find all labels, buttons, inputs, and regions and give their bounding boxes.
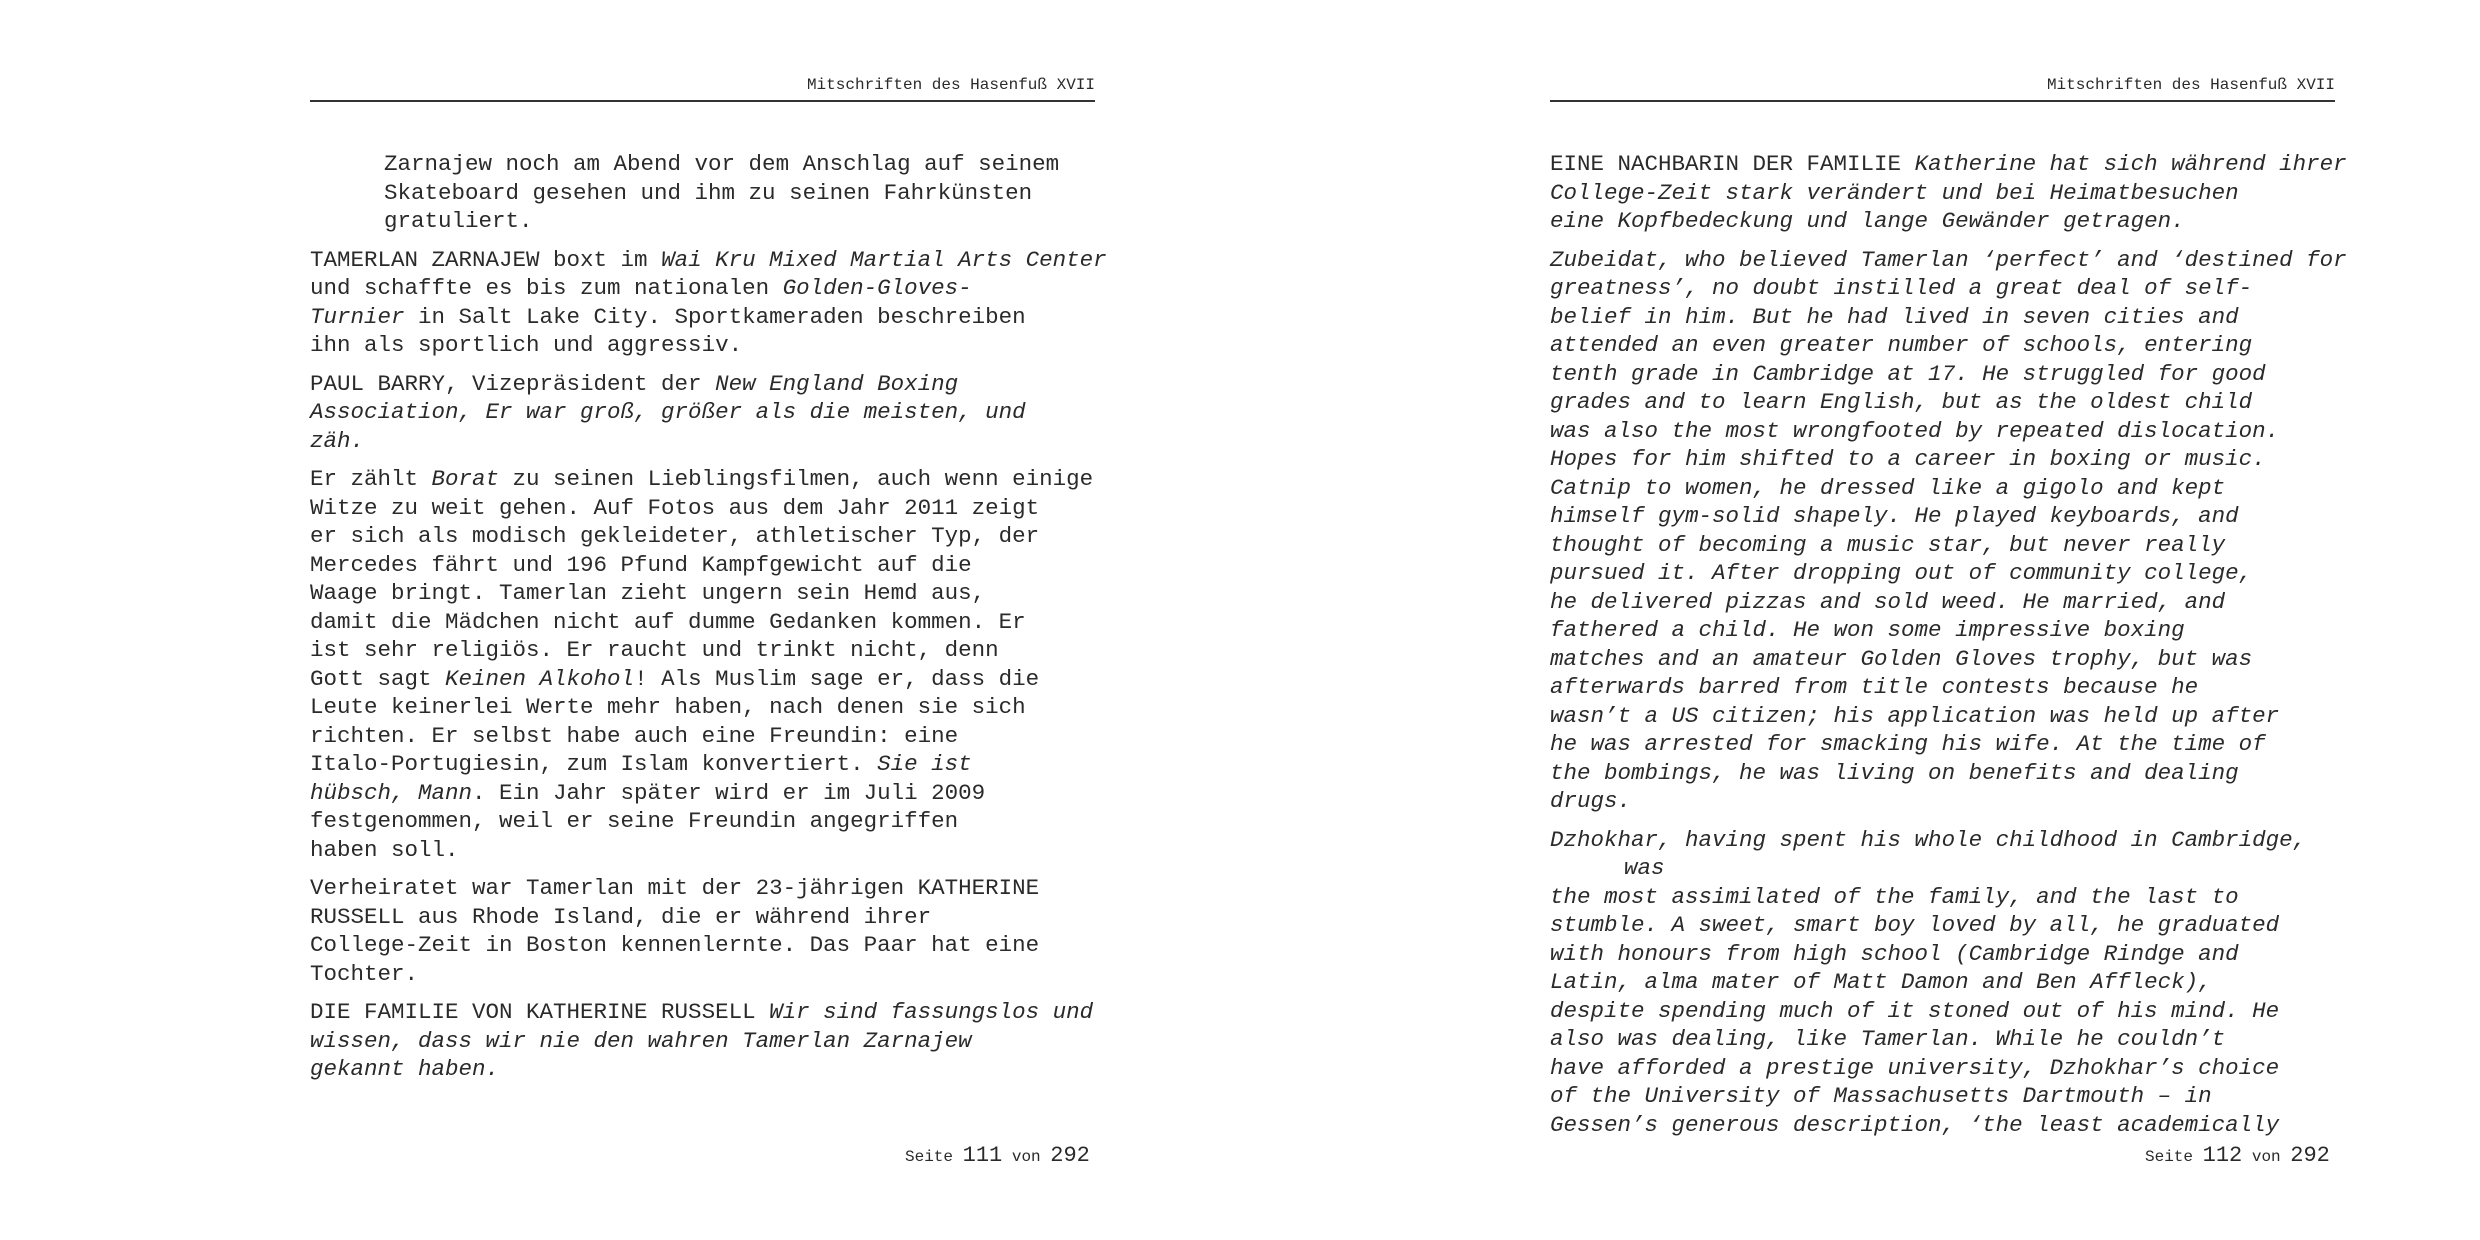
text-line <box>1550 997 2360 1026</box>
paragraph <box>310 874 1110 988</box>
text-line <box>310 960 1110 989</box>
text-line <box>1550 360 2360 389</box>
text: Tochter. <box>310 960 419 987</box>
text-line <box>310 903 1110 932</box>
text-line <box>1550 759 2360 788</box>
text-line <box>1550 730 2360 759</box>
text-line <box>1550 645 2360 674</box>
italic-text: Zubeidat, who believed Tamerlan ‘perfect’ and ‘destined for <box>1550 246 2347 273</box>
text-line <box>310 1055 1110 1084</box>
text-line <box>1550 702 2360 731</box>
text: in Salt Lake City. Sportkameraden beschreiben <box>404 303 1026 330</box>
page-total: 292 <box>2290 1143 2330 1168</box>
text-line <box>310 522 1110 551</box>
text-line <box>1550 787 2360 816</box>
italic-text: have afforded a prestige university, Dzhokhar’s choice <box>1550 1054 2280 1081</box>
text-line <box>310 427 1110 456</box>
italic-text: himself gym-solid shapely. He played keyboards, and <box>1550 503 2239 529</box>
page-number: 111 <box>962 1143 1003 1168</box>
text: College-Zeit in Boston kennenlernte. Das Paar hat eine <box>310 932 1040 958</box>
italic-text: he was arrested for smacking his wife. At the time of <box>1550 731 2266 757</box>
text: festgenommen, weil er seine Freundin angegriffen <box>310 808 959 834</box>
text: ihn als sportlich und aggressiv. <box>310 332 743 358</box>
text-line <box>1550 911 2360 940</box>
page-footer <box>905 1143 1090 1168</box>
text-line <box>310 693 1110 722</box>
text: ist sehr religiös. Er raucht und trinkt nicht, denn <box>310 637 999 663</box>
italic-text: Turnier <box>310 303 405 330</box>
italic-text: Keinen Alkohol <box>445 665 635 692</box>
text: Leute keinerlei Werte mehr haben, nach denen sie sich <box>310 694 1026 720</box>
text-line <box>1550 940 2360 969</box>
italic-text: Wai Kru Mixed Martial Arts Center <box>661 246 1107 273</box>
text-line <box>384 207 1110 236</box>
right-page <box>1240 0 2480 1240</box>
text-line <box>310 608 1110 637</box>
text-line <box>1550 588 2360 617</box>
text-line <box>1550 1111 2360 1140</box>
italic-text: greatness’, no doubt instilled a great deal of self- <box>1550 275 2253 301</box>
paragraph <box>310 998 1110 1084</box>
text: Verheiratet war Tamerlan mit der 23-jährigen KATHERINE <box>310 875 1040 901</box>
italic-text: eine Kopfbedeckung und lange Gewänder getragen. <box>1550 208 2185 234</box>
text-line <box>310 636 1110 665</box>
paragraph <box>310 150 1110 236</box>
text-line <box>1550 388 2360 417</box>
page-total: 292 <box>1050 1143 1090 1168</box>
text: Italo-Portugiesin, zum Islam konvertiert. <box>310 751 878 777</box>
text-line <box>1550 531 2360 560</box>
text-line <box>1550 968 2360 997</box>
paragraph <box>310 246 1110 360</box>
text-line <box>310 303 1110 332</box>
text-line <box>310 750 1110 779</box>
text-line <box>1550 150 2360 179</box>
text-line <box>310 579 1110 608</box>
text: Gott sagt <box>310 665 446 692</box>
text: ! Als Muslim sage er, dass die <box>634 665 1040 692</box>
page-body <box>310 150 1110 1094</box>
text-line <box>1550 417 2360 446</box>
italic-text: despite spending much of it stoned out of his mind. He <box>1550 997 2280 1024</box>
text-line <box>1550 274 2360 303</box>
italic-text: was also the most wrongfooted by repeated dislocation. <box>1550 417 2280 444</box>
italic-text: Golden-Gloves- <box>782 275 972 301</box>
italic-text: New England Boxing <box>715 370 959 397</box>
italic-text: stumble. A sweet, smart boy loved by all, he graduated <box>1550 912 2280 938</box>
text-line <box>1550 445 2360 474</box>
text: DIE FAMILIE VON KATHERINE RUSSELL <box>310 999 770 1025</box>
italic-text: Wir sind fassungslos und <box>769 999 1094 1025</box>
paragraph <box>1550 150 2360 236</box>
text-line <box>310 551 1110 580</box>
italic-text: matches and an amateur Golden Gloves trophy, but was <box>1550 645 2253 672</box>
text: er sich als modisch gekleideter, athletischer Typ, der <box>310 523 1040 549</box>
text-line <box>310 246 1110 275</box>
italic-text: he delivered pizzas and sold weed. He married, and <box>1550 588 2226 615</box>
text-line <box>384 179 1110 208</box>
italic-text: the most assimilated of the family, and the last to <box>1550 883 2239 910</box>
text-line <box>310 331 1110 360</box>
italic-text: also was dealing, like Tamerlan. While he couldn’t <box>1550 1026 2226 1052</box>
text-line <box>310 836 1110 865</box>
text-line <box>310 274 1110 303</box>
italic-text: Dzhokhar, having spent his whole childhood in Cambridge, was <box>1550 826 2307 881</box>
text: PAUL BARRY, Vizepräsident der <box>310 370 716 397</box>
page-number: 112 <box>2202 1143 2243 1168</box>
text: TAMERLAN ZARNAJEW boxt im <box>310 246 662 273</box>
text: haben soll. <box>310 836 459 863</box>
italic-text: College-Zeit stark verändert und bei Heimatbesuchen <box>1550 179 2239 206</box>
italic-text: of the University of Massachusetts Dartmouth – in <box>1550 1083 2212 1109</box>
text-line <box>1550 179 2360 208</box>
text-line <box>1550 673 2360 702</box>
text: richten. Er selbst habe auch eine Freundin: eine <box>310 722 959 749</box>
italic-text: Catnip to women, he dressed like a gigolo and kept <box>1550 474 2226 501</box>
text-line <box>310 931 1110 960</box>
italic-text: belief in him. But he had lived in seven cities and <box>1550 303 2239 330</box>
text: damit die Mädchen nicht auf dumme Gedanken kommen. Er <box>310 608 1026 635</box>
italic-text: pursued it. After dropping out of community college, <box>1550 560 2253 586</box>
footer-prefix: Seite <box>2145 1148 2194 1166</box>
text-line <box>1550 303 2360 332</box>
italic-text: fathered a child. He won some impressive boxing <box>1550 617 2185 643</box>
italic-text: with honours from high school (Cambridge Rindge and <box>1550 940 2239 967</box>
italic-text: wissen, dass wir nie den wahren Tamerlan Zarnajew <box>310 1027 972 1054</box>
italic-text: tenth grade in Cambridge at 17. He struggled for good <box>1550 360 2266 387</box>
text-line <box>1550 331 2360 360</box>
text-line <box>1550 502 2360 531</box>
footer-prefix: Seite <box>905 1148 954 1166</box>
text-line <box>310 874 1110 903</box>
text-line <box>310 1027 1110 1056</box>
italic-text: afterwards barred from title contests because he <box>1550 674 2199 700</box>
italic-text: thought of becoming a music star, but never really <box>1550 531 2226 558</box>
paragraph <box>1550 826 2360 1140</box>
text-line <box>310 494 1110 523</box>
italic-text: the bombings, he was living on benefits and dealing <box>1550 759 2239 786</box>
text-line <box>1550 474 2360 503</box>
text-line <box>1550 1054 2360 1083</box>
paragraph <box>310 370 1110 456</box>
text-line <box>310 398 1110 427</box>
text-line <box>310 998 1110 1027</box>
text-line <box>310 807 1110 836</box>
running-header: Mitschriften des Hasenfuß XVII <box>310 76 1095 102</box>
italic-text: Sie ist <box>877 751 972 777</box>
text: RUSSELL aus Rhode Island, die er während ihrer <box>310 903 932 930</box>
text-line <box>310 665 1110 694</box>
text: Mercedes fährt und 196 Pfund Kampfgewicht auf die <box>310 551 972 578</box>
italic-text: Latin, alma mater of Matt Damon and Ben Affleck), <box>1550 969 2212 995</box>
text-line <box>1550 1082 2360 1111</box>
italic-text: Hopes for him shifted to a career in boxing or music. <box>1550 446 2266 472</box>
text: EINE NACHBARIN DER FAMILIE <box>1550 151 1915 177</box>
text: zu seinen Lieblingsfilmen, auch wenn einige <box>499 466 1094 492</box>
italic-text: Association, Er war groß, größer als die meisten, und <box>310 399 1026 425</box>
footer-mid: von <box>1011 1148 1041 1166</box>
footer-mid: von <box>2251 1148 2281 1166</box>
text-line <box>1550 207 2360 236</box>
text: . Ein Jahr später wird er im Juli 2009 <box>472 779 986 806</box>
text: Er zählt <box>310 466 432 492</box>
text-line <box>1550 559 2360 588</box>
page-body <box>1550 150 2360 1149</box>
text-line <box>1550 246 2360 275</box>
text-line <box>310 779 1110 808</box>
paragraph <box>310 465 1110 864</box>
text-line <box>1550 616 2360 645</box>
italic-text: zäh. <box>310 427 365 454</box>
italic-text: drugs. <box>1550 788 1632 814</box>
text-line <box>384 150 1110 179</box>
italic-text: grades and to learn English, but as the oldest child <box>1550 389 2253 415</box>
italic-text: Gessen’s generous description, ‘the least academically <box>1550 1111 2280 1138</box>
text: Witze zu weit gehen. Auf Fotos aus dem Jahr 2011 zeigt <box>310 494 1040 521</box>
running-header: Mitschriften des Hasenfuß XVII <box>1550 76 2335 102</box>
text: Zarnajew noch am Abend vor dem Anschlag auf seinem <box>384 151 1060 177</box>
text: gratuliert. <box>384 208 533 234</box>
italic-text: gekannt haben. <box>310 1056 500 1082</box>
text: und schaffte es bis zum nationalen <box>310 275 783 301</box>
paragraph <box>1550 246 2360 816</box>
text-line <box>1550 826 2360 883</box>
page-footer <box>2145 1143 2330 1168</box>
italic-text: wasn’t a US citizen; his application was held up after <box>1550 702 2280 729</box>
italic-text: Katherine hat sich während ihrer <box>1914 151 2347 177</box>
text: Skateboard gesehen und ihm zu seinen Fahrkünsten <box>384 179 1033 206</box>
text-line <box>310 722 1110 751</box>
italic-text: Borat <box>431 466 500 492</box>
italic-text: hübsch, Mann <box>310 779 473 806</box>
text-line <box>1550 1025 2360 1054</box>
text: Waage bringt. Tamerlan zieht ungern sein Hemd aus, <box>310 580 986 606</box>
italic-text: attended an even greater number of schools, entering <box>1550 332 2253 358</box>
text-line <box>310 370 1110 399</box>
text-line <box>310 465 1110 494</box>
text-line <box>1550 883 2360 912</box>
